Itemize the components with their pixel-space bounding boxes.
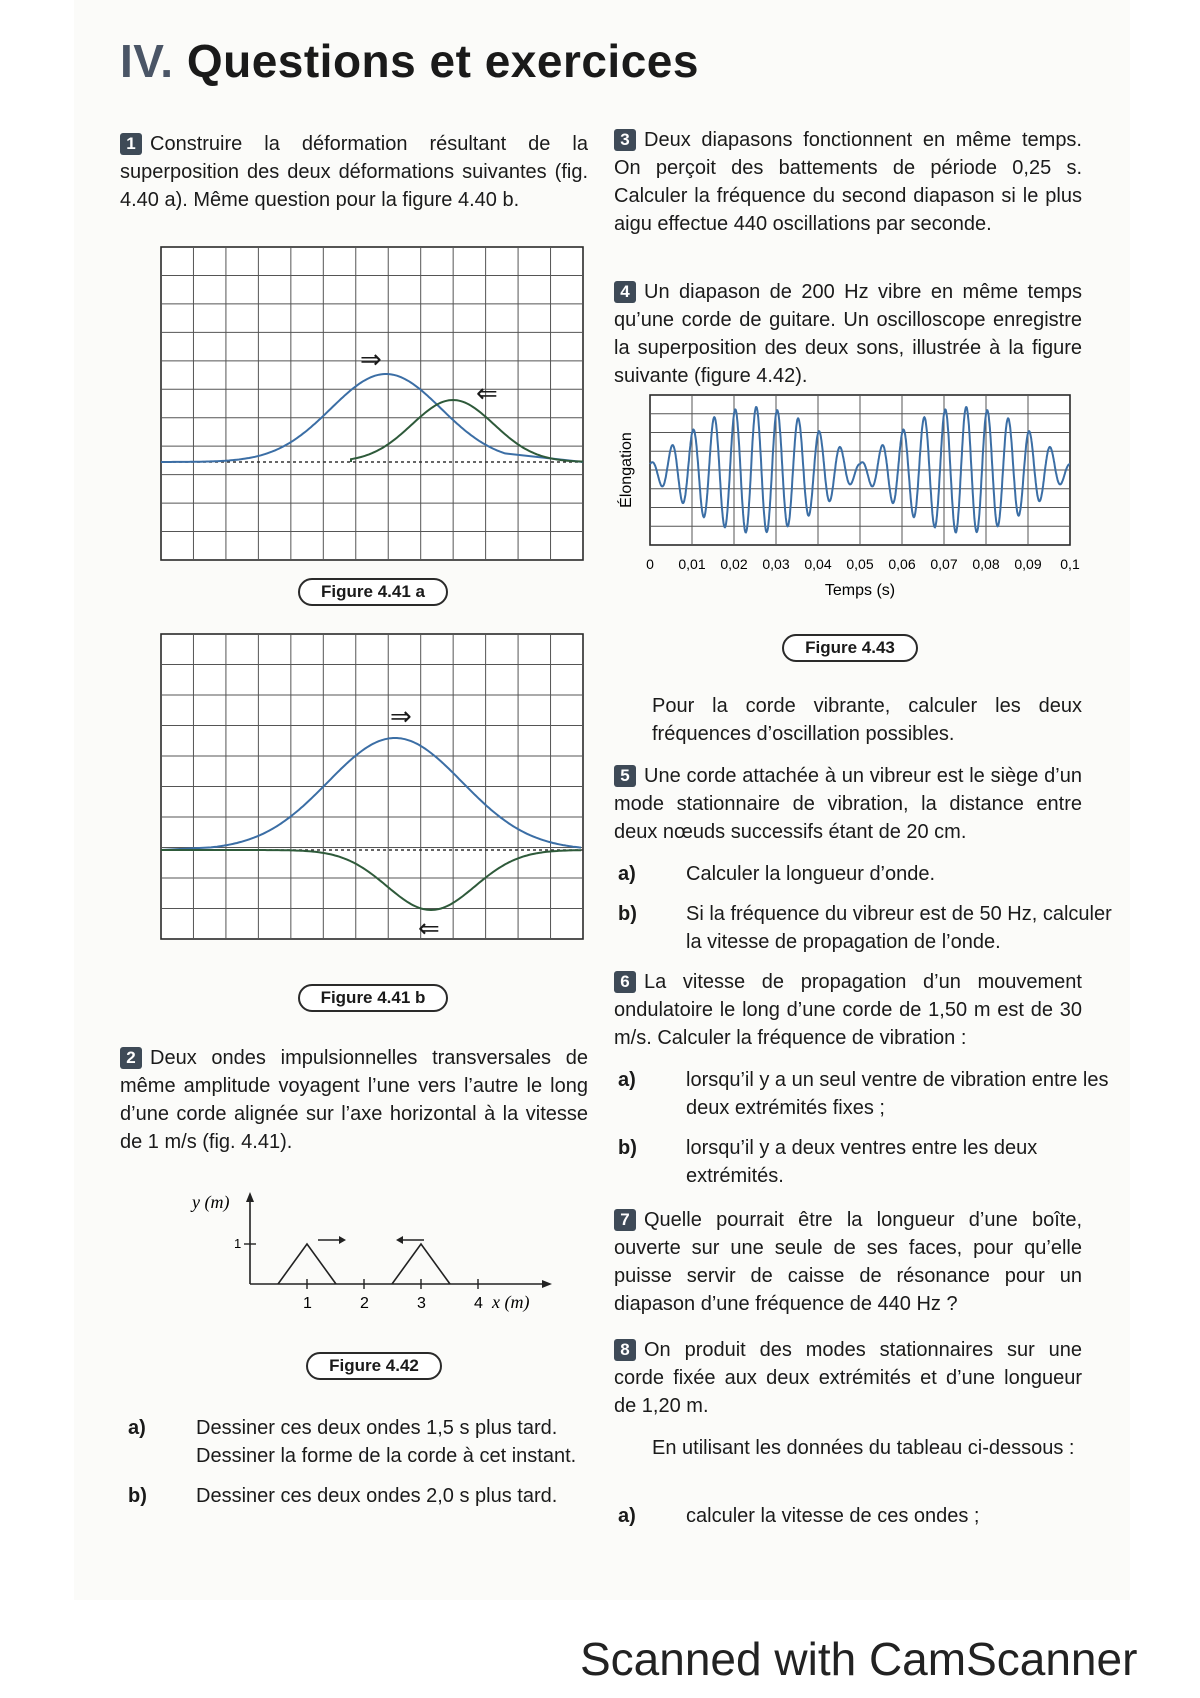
chart-x-tick-label: 0,07 — [930, 556, 958, 572]
question-text: Une corde attachée à un vibreur est le siège d’un mode stationnaire de vibration, la distance entre deux nœuds successifs étant de 20 cm. — [614, 765, 1082, 843]
item-text: lorsqu’il y a deux ventres entre les deux extrémités. — [686, 1137, 1038, 1187]
question-number-badge: 6 — [614, 971, 636, 993]
question-number-badge: 8 — [614, 1339, 636, 1361]
figure-4-41a-caption: Figure 4.41 a — [298, 578, 448, 606]
question-6a — [618, 1066, 1116, 1122]
question-1 — [120, 130, 588, 214]
chart-x-tick-label: 0,09 — [1014, 556, 1042, 572]
item-text: Si la fréquence du vibreur est de 50 Hz, calculer la vitesse de propagation de l’onde. — [686, 903, 1112, 953]
question-6 — [614, 968, 1082, 1052]
item-text: calculer la vitesse de ces ondes ; — [686, 1505, 980, 1527]
question-text: Quelle pourrait être la longueur d’une boîte, ouverte sur une seule de ses faces, pour qu’elle puisse servir de caisse de résonance pour un diapason d’une fréquence de 440 Hz ? — [614, 1209, 1082, 1315]
x-tick-label: 2 — [360, 1295, 369, 1312]
chart-x-tick-label: 0,03 — [762, 556, 790, 572]
figure-4-41b-graph — [161, 634, 583, 939]
question-6b — [618, 1134, 1116, 1190]
item-text: Dessiner ces deux ondes 2,0 s plus tard. — [196, 1485, 558, 1507]
question-text: Un diapason de 200 Hz vibre en même temps qu’une corde de guitare. Un oscilloscope enregistre la superposition des deux sons, illustrée à la figure suivante (figure 4.42). — [614, 281, 1082, 387]
section-title — [120, 34, 699, 88]
y-axis-label: y (m) — [192, 1192, 230, 1212]
item-label: a) — [128, 1417, 146, 1439]
question-2a — [128, 1414, 626, 1470]
question-text: Deux diapasons fonctionnent en même temps. On perçoit des battements de période 0,25 s. Calculer la fréquence du second diapason si le plus aigu effectue 440 oscillations par seconde. — [614, 129, 1082, 235]
question-3 — [614, 126, 1082, 238]
item-label: b) — [618, 903, 637, 925]
item-label: b) — [618, 1137, 637, 1159]
question-number-badge: 4 — [614, 281, 636, 303]
question-4 — [614, 278, 1082, 390]
arrow-right-icon: ⇒ — [390, 701, 412, 731]
question-2 — [120, 1044, 588, 1156]
pulse-left — [278, 1244, 336, 1284]
chart-x-tick-label: 0,08 — [972, 556, 1000, 572]
x-tick-label: 4 — [474, 1295, 483, 1312]
chart-x-tick-label: 0,01 — [678, 556, 706, 572]
item-label: b) — [128, 1485, 147, 1507]
chart-x-tick-label: 0,02 — [720, 556, 748, 572]
y-tick-label: 1 — [234, 1236, 242, 1251]
x-axis-label: x (m) — [492, 1292, 530, 1312]
question-8-instructions: En utilisant les données du tableau ci-dessous : — [652, 1437, 1075, 1459]
question-5 — [614, 762, 1082, 846]
arrow-right-icon: ⇒ — [360, 344, 382, 374]
question-number-badge: 3 — [614, 129, 636, 151]
arrow-left-icon: ⇐ — [476, 378, 498, 408]
scanner-watermark: Scanned with CamScanner — [580, 1633, 1138, 1685]
x-tick-label: 1 — [303, 1295, 312, 1312]
item-text: Calculer la longueur d’onde. — [686, 863, 936, 885]
pulse-right — [392, 1244, 450, 1284]
arrow-right-head — [339, 1236, 346, 1244]
question-text: La vitesse de propagation d’un mouvement ondulatoire le long d’une corde de 1,50 m est de 30 m/s. Calculer la fréquence de vibration : — [614, 971, 1082, 1049]
figure-4-42-graph — [190, 1190, 560, 1320]
x-tick-label: 3 — [417, 1295, 426, 1312]
item-label: a) — [618, 1505, 636, 1527]
section-title-text: Questions et exercices — [186, 35, 699, 87]
section-number: IV. — [120, 35, 174, 87]
item-label: a) — [618, 863, 636, 885]
arrow-left-icon: ⇐ — [418, 913, 440, 943]
item-text: lorsqu’il y a un seul ventre de vibration entre les deux extrémités fixes ; — [686, 1069, 1109, 1119]
chart-x-tick-label: 0,06 — [888, 556, 916, 572]
question-number-badge: 2 — [120, 1047, 142, 1069]
chart-x-tick-label: 0,04 — [804, 556, 832, 572]
item-label: a) — [618, 1069, 636, 1091]
chart-plot-area — [650, 395, 1070, 545]
figure-4-43-chart — [615, 395, 1085, 615]
question-8a — [618, 1502, 1116, 1530]
y-axis-arrow-icon — [246, 1192, 254, 1202]
chart-x-tick-label: 0,1 — [1060, 556, 1080, 572]
question-text: Deux ondes impulsionnelles transversales de même amplitude voyagent l’une vers l’autre le long d’une corde alignée sur l’axe horizontal à la vitesse de 1 m/s (fig. 4.41). — [120, 1047, 588, 1153]
question-text: On produit des modes stationnaires sur une corde fixée aux deux extrémités et d’une longueur de 1,20 m. — [614, 1339, 1082, 1417]
figure-4-41b-caption: Figure 4.41 b — [298, 984, 448, 1012]
question-7 — [614, 1206, 1082, 1318]
arrow-left-head — [396, 1236, 403, 1244]
chart-x-axis-label: Temps (s) — [824, 582, 896, 599]
question-4-followup: Pour la corde vibrante, calculer les deux fréquences d’oscillation possibles. — [652, 695, 1082, 745]
question-5a — [618, 860, 1116, 888]
question-8 — [614, 1336, 1082, 1420]
chart-x-tick-label: 0 — [646, 556, 654, 572]
item-text: Dessiner ces deux ondes 1,5 s plus tard. Dessiner la forme de la corde à cet instant. — [196, 1417, 577, 1467]
figure-4-41a-graph — [161, 247, 583, 560]
figure-4-42-caption: Figure 4.42 — [306, 1352, 442, 1380]
question-number-badge: 5 — [614, 765, 636, 787]
question-2b — [128, 1482, 626, 1510]
question-number-badge: 1 — [120, 133, 142, 155]
chart-x-tick-label: 0,05 — [846, 556, 874, 572]
question-number-badge: 7 — [614, 1209, 636, 1231]
fig-a-frame — [161, 247, 583, 560]
x-axis-arrow-icon — [542, 1280, 552, 1288]
figure-4-43-caption: Figure 4.43 — [782, 634, 918, 662]
chart-y-axis-label: Élongation — [618, 432, 635, 508]
question-5b — [618, 900, 1116, 956]
question-text: Construire la déformation résultant de la superposition des deux déformations suivantes (fig. 4.40 a). Même question pour la figure 4.40 b. — [120, 133, 588, 211]
